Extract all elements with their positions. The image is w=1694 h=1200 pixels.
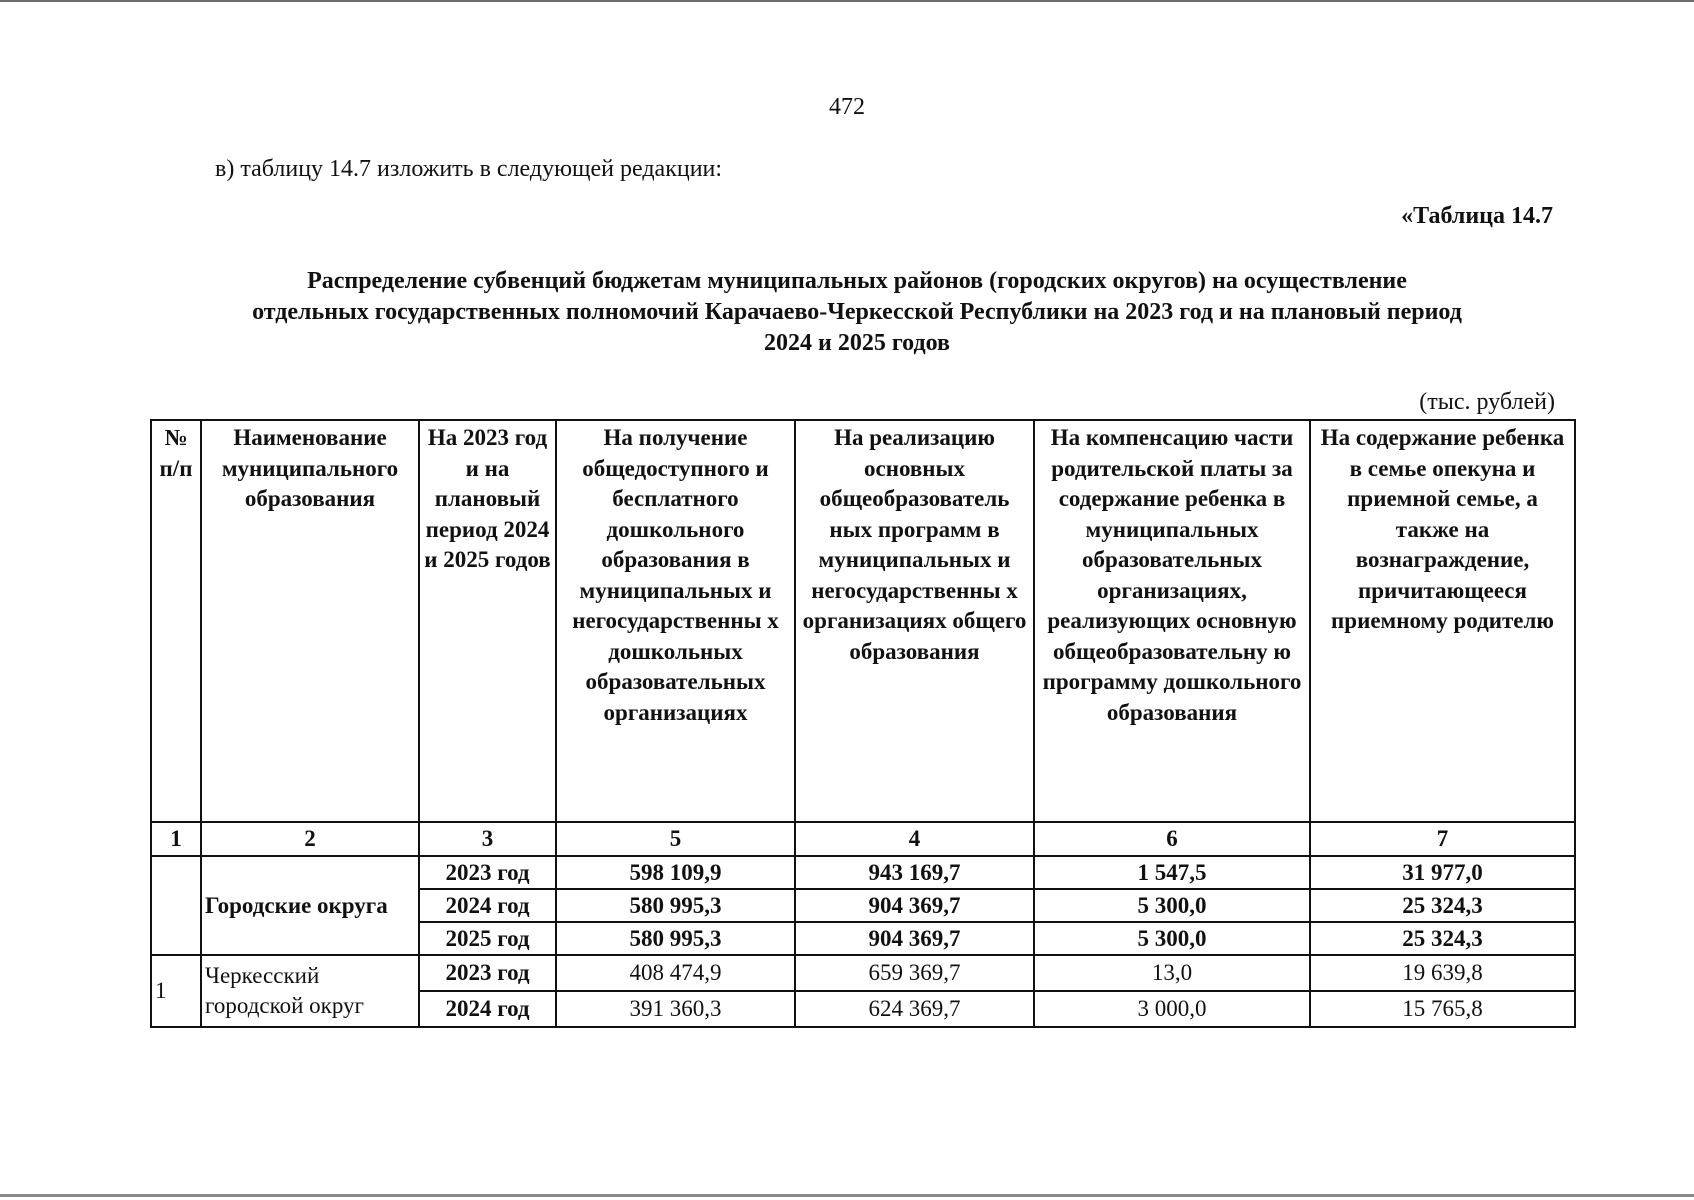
row-number-cell <box>151 856 201 955</box>
value-cell: 598 109,9 <box>556 856 795 889</box>
column-number: 3 <box>419 822 556 856</box>
header-preschool-education: На получение общедоступного и бесплатного дошкольного образования в муниципальных и негосударственны х дошкольных образовательных организациях <box>556 420 795 822</box>
value-cell: 659 369,7 <box>795 955 1034 991</box>
page-number: 472 <box>829 94 865 120</box>
row-number-cell: 1 <box>151 955 201 1027</box>
subvention-table <box>150 419 1576 1028</box>
year-cell: 2024 год <box>419 889 556 922</box>
value-cell: 5 300,0 <box>1034 922 1310 955</box>
instruction-text: в) таблицу 14.7 изложить в следующей редакции: <box>215 156 723 182</box>
title-line: отдельных государственных полномочий Карачаево-Черкесской Республики на 2023 год и на плановый период <box>252 299 1462 325</box>
header-parental-fee-compensation: На компенсацию части родительской платы за содержание ребенка в муниципальных образовательных организациях, реализующих основную общеобразовательну ю программу дошкольного образования <box>1034 420 1310 822</box>
value-cell: 1 547,5 <box>1034 856 1310 889</box>
title-line: Распределение субвенций бюджетам муниципальных районов (городских округов) на осуществление <box>307 268 1407 294</box>
value-cell: 25 324,3 <box>1310 889 1575 922</box>
value-cell: 580 995,3 <box>556 922 795 955</box>
title-line: 2024 и 2025 годов <box>764 330 950 356</box>
table-row <box>151 955 1575 991</box>
value-cell: 5 300,0 <box>1034 889 1310 922</box>
year-cell: 2023 год <box>419 856 556 889</box>
value-cell: 19 639,8 <box>1310 955 1575 991</box>
header-number: № п/п <box>151 420 201 822</box>
units-label: (тыс. рублей) <box>1419 389 1555 415</box>
municipality-name <box>201 955 419 1027</box>
year-cell: 2024 год <box>419 991 556 1027</box>
column-number: 6 <box>1034 822 1310 856</box>
value-cell: 943 169,7 <box>795 856 1034 889</box>
column-number: 4 <box>795 822 1034 856</box>
column-number: 7 <box>1310 822 1575 856</box>
value-cell: 904 369,7 <box>795 922 1034 955</box>
municipality-name-line: Черкесский <box>205 963 320 988</box>
year-cell: 2025 год <box>419 922 556 955</box>
scan-edge-bottom <box>0 1194 1694 1197</box>
header-municipality: Наименование муниципального образования <box>201 420 419 822</box>
value-cell: 31 977,0 <box>1310 856 1575 889</box>
municipality-name: Городские округа <box>201 856 419 955</box>
value-cell: 408 474,9 <box>556 955 795 991</box>
column-number: 5 <box>556 822 795 856</box>
header-general-education: На реализацию основных общеобразователь ных программ в муниципальных и негосударственны х организациях общего образования <box>795 420 1034 822</box>
column-number: 1 <box>151 822 201 856</box>
value-cell: 580 995,3 <box>556 889 795 922</box>
header-row <box>151 420 1575 822</box>
value-cell: 624 369,7 <box>795 991 1034 1027</box>
year-cell: 2023 год <box>419 955 556 991</box>
header-period: На 2023 год и на плановый период 2024 и 2025 годов <box>419 420 556 822</box>
value-cell: 391 360,3 <box>556 991 795 1027</box>
table-row <box>151 856 1575 889</box>
municipality-name-line: городской округ <box>205 993 364 1018</box>
header-foster-care: На содержание ребенка в семье опекуна и приемной семье, а также на вознаграждение, причитающееся приемному родителю <box>1310 420 1575 822</box>
value-cell: 25 324,3 <box>1310 922 1575 955</box>
value-cell: 3 000,0 <box>1034 991 1310 1027</box>
value-cell: 15 765,8 <box>1310 991 1575 1027</box>
value-cell: 904 369,7 <box>795 889 1034 922</box>
column-number-row <box>151 822 1575 856</box>
document-title <box>160 266 1554 359</box>
scan-edge-top <box>0 0 1694 2</box>
value-cell: 13,0 <box>1034 955 1310 991</box>
column-number: 2 <box>201 822 419 856</box>
table-label: «Таблица 14.7 <box>1401 203 1553 229</box>
